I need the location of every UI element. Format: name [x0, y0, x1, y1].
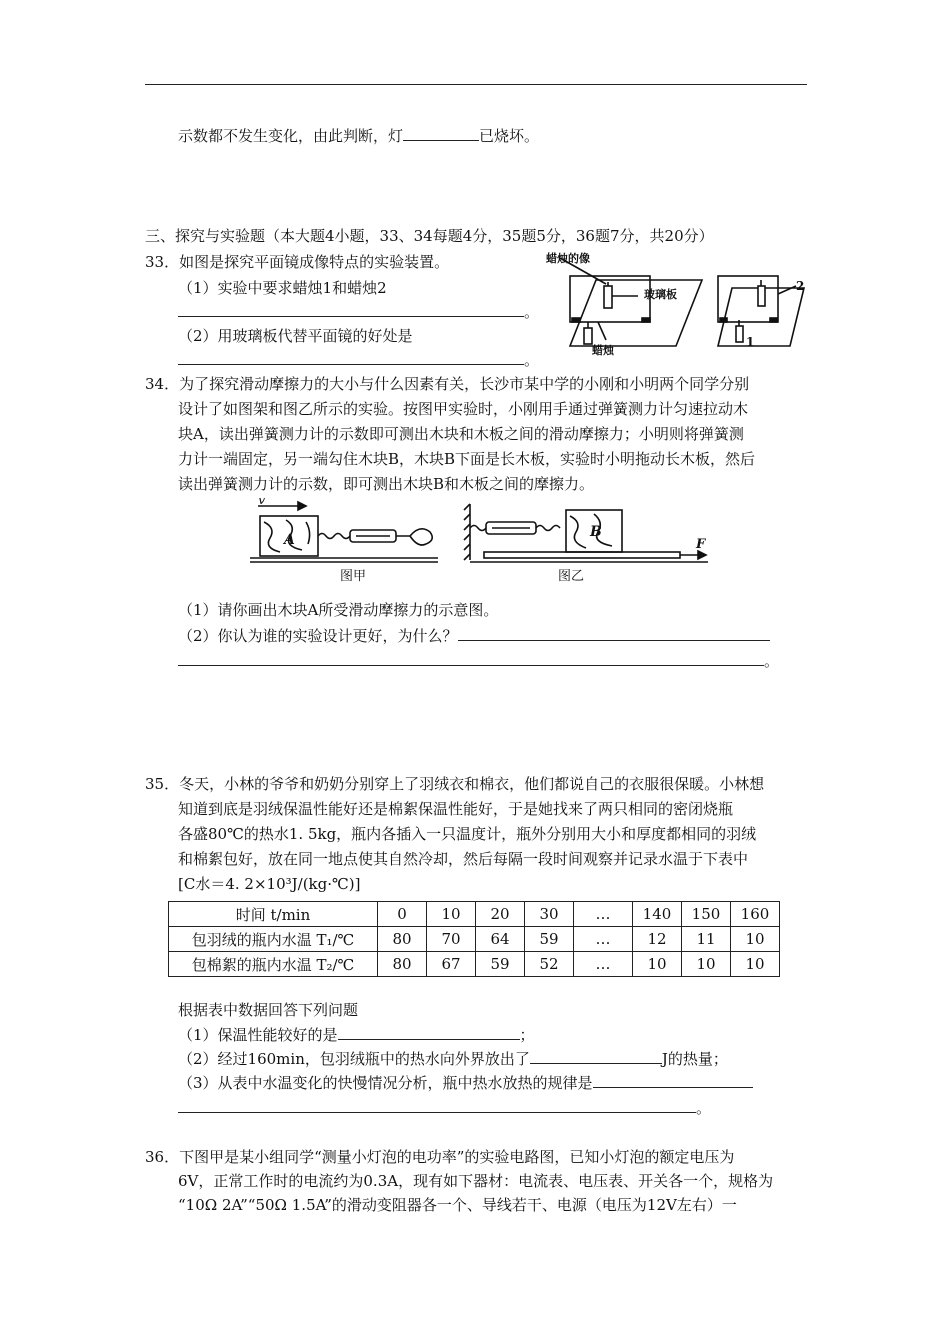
table-cell: 52: [525, 952, 574, 977]
table-row: [169, 952, 780, 977]
header-rule: [145, 84, 807, 85]
q35-line-4: 和棉絮包好，放在同一地点使其自然冷却，然后每隔一段时间观察并记录水温于下表中: [178, 850, 749, 868]
q35-part3-text: （3）从表中水温变化的快慢情况分析，瓶中热水放热的规律是: [178, 1074, 593, 1092]
q35-blank4[interactable]: [178, 1112, 696, 1113]
q34-blank1[interactable]: [458, 624, 770, 641]
table-header-cell: 时间 t/min: [169, 902, 378, 927]
label-b: B: [590, 524, 602, 540]
table-header-cell: 160: [731, 902, 780, 927]
table-header-cell: 150: [682, 902, 731, 927]
q35-end: 。: [696, 1099, 712, 1117]
top-text-line: [178, 124, 539, 147]
q35-part1-text: （1）保温性能较好的是: [178, 1026, 338, 1044]
table-cell: 80: [378, 927, 427, 952]
q33-part1: （1）实验中要求蜡烛1和蜡烛2: [178, 279, 387, 297]
q34-part1: （1）请你画出木块A所受滑动摩擦力的示意图。: [178, 601, 499, 619]
q33-blank2[interactable]: [178, 364, 524, 365]
table-header-cell: 20: [476, 902, 525, 927]
table-cell: 59: [476, 952, 525, 977]
q34-part2: [178, 624, 770, 647]
candle-1: [736, 326, 743, 342]
q35-blank2[interactable]: [530, 1047, 662, 1064]
candle-left: [584, 328, 592, 344]
label-num-2: 2: [796, 279, 805, 293]
q33-part2: （2）用玻璃板代替平面镜的好处是: [178, 327, 413, 345]
q34-line-3: 块A，读出弹簧测力计的示数即可测出木块和木板之间的滑动摩擦力；小明则将弹簧测: [178, 425, 744, 443]
glass-plate-right: [718, 276, 778, 322]
table-cell: 80: [378, 952, 427, 977]
q35-line-1: 35．冬天，小林的爷爷和奶奶分别穿上了羽绒衣和棉衣，他们都说自己的衣服很保暖。小林想: [145, 775, 765, 793]
answer-blank-lamp[interactable]: [403, 124, 479, 141]
q34-line-5: 读出弹簧测力计的示数，即可测出木块B和木板之间的摩擦力。: [178, 475, 595, 493]
table-header-cell: 0: [378, 902, 427, 927]
q35-blank1[interactable]: [338, 1023, 520, 1040]
candle-image-left: [604, 286, 612, 308]
q36-line-2: 6V，正常工作时的电流约为0.3A，现有如下器材：电流表、电压表、开关各一个，规格为: [178, 1172, 774, 1190]
spring-yi: [536, 526, 560, 531]
table-cell: 70: [427, 927, 476, 952]
q36-line-3: “10Ω 2A”“50Ω 1.5A”的滑动变阻器各一个、导线若干、电源（电压为12V左右）一: [178, 1196, 737, 1214]
table-header-cell: 30: [525, 902, 574, 927]
table-cell: 10: [682, 952, 731, 977]
q35-part1: [178, 1023, 535, 1046]
q34-part2-text: （2）你认为谁的实验设计更好，为什么？: [178, 627, 458, 645]
q35-intro: 根据表中数据回答下列问题: [178, 1001, 359, 1019]
label-a: A: [284, 532, 295, 548]
q34-blank2[interactable]: [178, 665, 764, 666]
q34-end: 。: [764, 652, 780, 670]
table-row: [169, 927, 780, 952]
q35-part1-end: ；: [519, 1026, 535, 1044]
table-header-cell: 140: [633, 902, 682, 927]
hand-jia: [396, 529, 432, 545]
table-cell: 包棉絮的瓶内水温 T₂/℃: [169, 952, 378, 977]
table-cell: 64: [476, 927, 525, 952]
q33-end1: 。: [524, 303, 540, 321]
q35-part3: [178, 1071, 753, 1094]
figure-yi: [462, 498, 712, 584]
temperature-table: [168, 901, 780, 977]
q35-part2: [178, 1047, 728, 1070]
q35-line-5: [C水＝4. 2×10³J/(kg·℃)]: [178, 875, 361, 893]
table-cell: 12: [633, 927, 682, 952]
table-cell: …: [574, 952, 633, 977]
spring-jia: [318, 534, 350, 539]
candle-2: [758, 286, 765, 306]
caption-yi: 图乙: [558, 569, 585, 584]
table-header-cell: …: [574, 902, 633, 927]
table-header-cell: 10: [427, 902, 476, 927]
label-num-1: 1: [746, 335, 755, 349]
figure-jia: [246, 498, 442, 584]
table-cell: 11: [682, 927, 731, 952]
q33-stem: 33．如图是探究平面镜成像特点的实验装置。: [145, 253, 450, 271]
q35-part2-text: （2）经过160min，包羽绒瓶中的热水向外界放出了: [178, 1050, 530, 1068]
caption-jia: 图甲: [340, 569, 367, 584]
label-candle: 蜡烛: [592, 344, 614, 357]
section-title: 三、探究与实验题（本大题4小题，33、34每题4分，35题5分，36题7分，共20分）: [145, 227, 714, 245]
label-f: F: [696, 537, 706, 552]
table-cell: …: [574, 927, 633, 952]
q35-line-3: 各盛80℃的热水1. 5kg，瓶内各插入一只温度计，瓶外分别用大小和厚度都相同的羽绒: [178, 825, 757, 843]
table-cell: 67: [427, 952, 476, 977]
q34-line-4: 力计一端固定，另一端勾住木块B，木块B下面是长木板，实验时小明拖动长木板，然后: [178, 450, 756, 468]
q34-line-1: 34．为了探究滑动摩擦力的大小与什么因素有关，长沙市某中学的小刚和小明两个同学分别: [145, 375, 750, 393]
top-text-end: 已烧坏。: [479, 127, 540, 145]
q36-line-1: 36．下图甲是某小组同学“测量小灯泡的电功率”的实验电路图，已知小灯泡的额定电压为: [145, 1148, 735, 1166]
table-cell: 10: [633, 952, 682, 977]
label-v: v: [258, 498, 266, 508]
q33-blank1[interactable]: [178, 316, 524, 317]
mirror-experiment-figure: [546, 250, 808, 368]
q35-part2-end: J的热量；: [661, 1050, 728, 1068]
table-cell: 10: [731, 927, 780, 952]
long-board: [484, 552, 680, 558]
table-cell: 10: [731, 952, 780, 977]
label-candle-image: 蜡烛的像: [546, 252, 590, 265]
q33-end2: 。: [524, 351, 540, 369]
top-text: 示数都不发生变化，由此判断，灯: [178, 127, 404, 145]
table-cell: 59: [525, 927, 574, 952]
q35-line-2: 知道到底是羽绒保温性能好还是棉絮保温性能好，于是她找来了两只相同的密闭烧瓶: [178, 800, 734, 818]
q34-line-2: 设计了如图架和图乙所示的实验。按图甲实验时，小刚用手通过弹簧测力计匀速拉动木: [178, 400, 749, 418]
table-cell: 包羽绒的瓶内水温 T₁/℃: [169, 927, 378, 952]
label-glass-plate: 玻璃板: [644, 288, 677, 301]
q35-blank3[interactable]: [593, 1071, 753, 1088]
table-header-row: [169, 902, 780, 927]
